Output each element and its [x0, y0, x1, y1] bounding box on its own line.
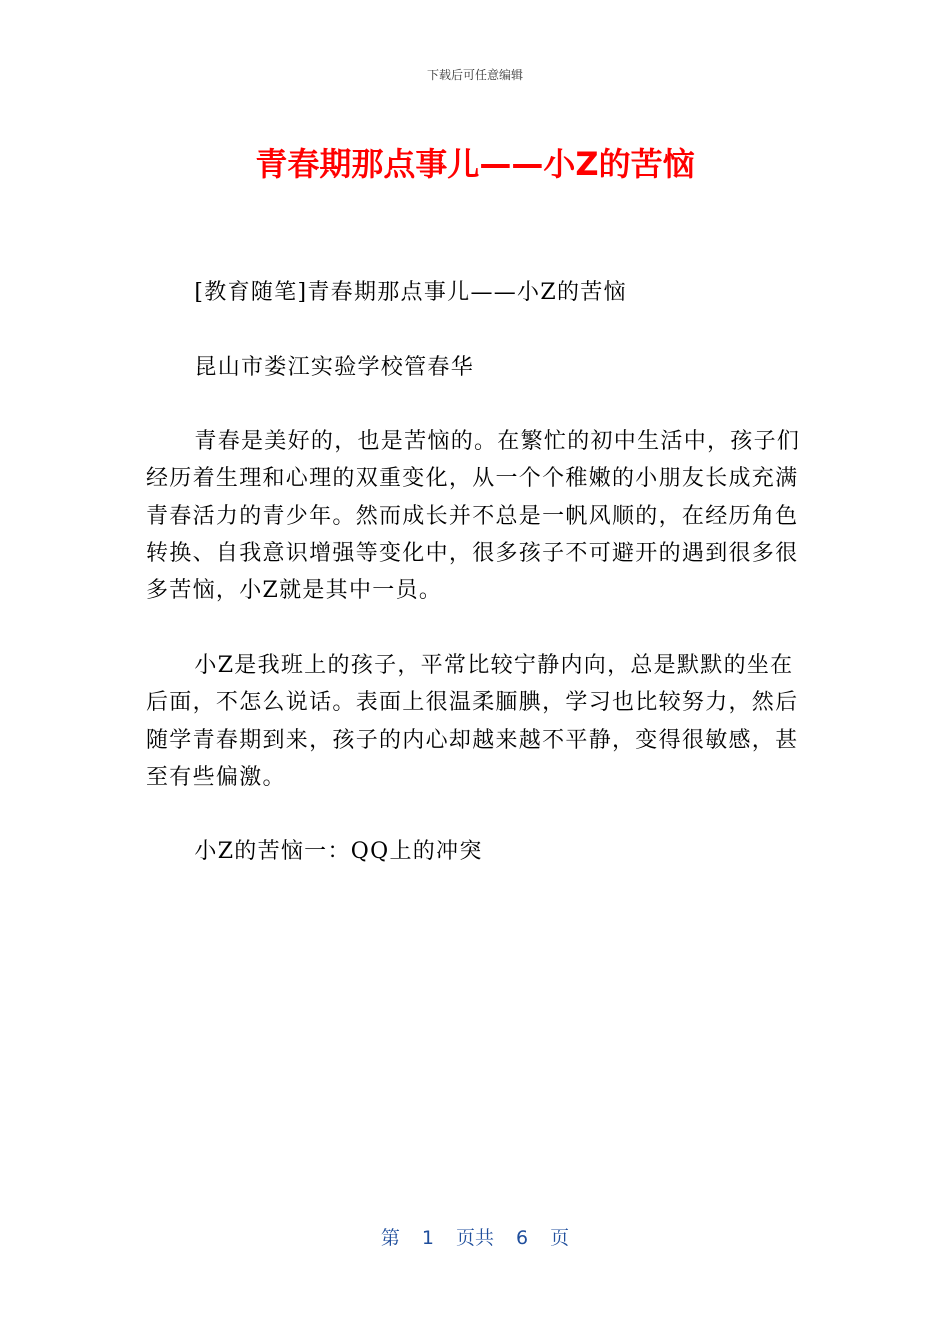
header-note: 下载后可任意编辑 [426, 68, 523, 82]
footer-page-mid: 页共 [455, 1227, 494, 1249]
paragraph-section-heading: 小Z的苦恼一：QQ上的冲突 [194, 839, 483, 865]
footer-page-number: 1 [421, 1227, 434, 1249]
page-footer [0, 1224, 950, 1252]
paragraph-author-line: 昆山市娄江实验学校管春华 [194, 354, 474, 380]
document-title: 青春期那点事儿——小Z的苦恼 [255, 145, 695, 183]
footer-page-prefix: 第 [380, 1227, 400, 1249]
paragraph-student-description: 小Z是我班上的孩子，平常比较宁静内向，总是默默的坐在后面，不怎么说话。表面上很温柔腼腆，学习也比较努力，然后随学青春期到来，孩子的内心却越来越不平静，变得很敏感，甚至有些偏激。 [146, 652, 799, 790]
document-body [146, 274, 806, 908]
footer-total-pages: 6 [516, 1227, 529, 1249]
paragraph-category-line: [教育随笔]青春期那点事儿——小Z的苦恼 [194, 280, 627, 305]
footer-page-suffix: 页 [550, 1227, 570, 1249]
paragraph-intro: 青春是美好的，也是苦恼的。在繁忙的初中生活中，孩子们经历着生理和心理的双重变化，从一个个稚嫩的小朋友长成充满青春活力的青少年。然而成长并不总是一帆风顺的，在经历角色转换、自我意识增强等变化中，很多孩子不可避开的遇到很多很多苦恼，小Z就是其中一员。 [146, 429, 801, 604]
